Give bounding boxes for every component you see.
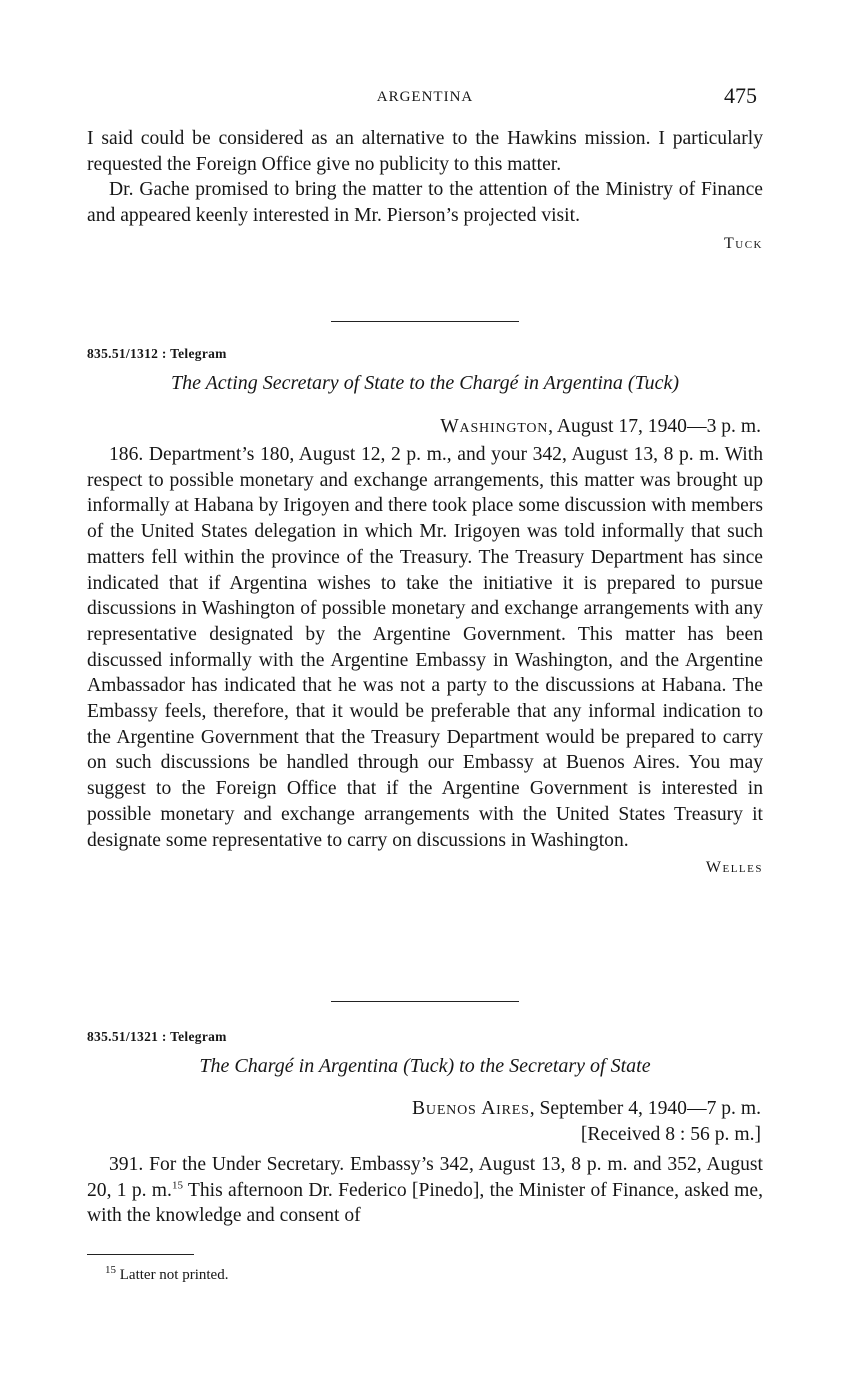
telegram-body-part-2: This afternoon Dr. Federico [Pinedo], the Minister of Finance, asked me, with the knowledge and consent of [87,1179,763,1227]
footnote-mark: 15 [105,1264,116,1276]
page-header [87,83,763,113]
file-reference: 835.51/1312 : Telegram [87,346,227,361]
footnote-reference[interactable]: 15 [171,1179,183,1192]
footnote-divider [87,1254,194,1255]
running-head: ARGENTINA [376,89,474,105]
telegram-body [87,1152,763,1229]
received-note: [Received 8 : 56 p. m.] [580,1124,761,1145]
dateline [87,414,763,440]
footnote-text: Latter not printed. [119,1267,229,1283]
dateline [87,1096,763,1122]
signature-tuck: Tuck [724,234,763,252]
continuation-section [87,126,763,256]
dateline-date: , August 17, 1940—3 p. m. [548,416,761,437]
continuation-paragraph-1: I said could be considered as an alternative to the Hawkins mission. I particularly requested the Foreign Office give no publicity to this matter. [87,128,763,175]
document-title: The Acting Secretary of State to the Chargé in Argentina (Tuck) [170,372,680,394]
document-title: The Chargé in Argentina (Tuck) to the Secretary of State [199,1055,651,1077]
continuation-paragraph-2: Dr. Gache promised to bring the matter to the attention of the Ministry of Finance and appeared keenly interested in Mr. Pierson’s projected visit. [87,179,763,227]
dateline-place: Buenos Aires [412,1098,530,1119]
telegram-body-part-1: 391. For the Under Secretary. Embassy’s 342, August 13, 8 p. m. and 352, August 20, 1 p. m. [87,1154,763,1201]
file-reference: 835.51/1321 : Telegram [87,1029,227,1044]
section-divider [331,321,519,322]
footnote [105,1264,229,1284]
section-divider [331,1001,519,1002]
dateline-date: , September 4, 1940—7 p. m. [529,1098,761,1119]
telegram-body: 186. Department’s 180, August 12, 2 p. m., and your 342, August 13, 8 p. m. With respect to possible monetary and exchange arrangements, this matter was brought up informally at Habana by Irigoyen and there took place some discussion with members of the United States delegation in which Mr. Irigoyen was told informally that such matters fell within the province of the Treasury. The Treasury Department has since indicated that if Argentina wishes to take the initiative it is prepared to pursue discussions in Washington of possible monetary and exchange arrangements with any representative designated by the Argentine Government. This matter has been discussed informally with the Argentine Embassy in Washington, and the Argentine Ambassador has indicated that he was not a party to the discussions at Habana. The Embassy feels, therefore, that it would be preferable that any informal indication to the Argentine Government that the Treasury Department would be prepared to carry on such discussions be handled through our Embassy at Buenos Aires. You may suggest to the Foreign Office that if the Argentine Government is interested in possible monetary and exchange arrangements with the United States Treasury it designate some representative to carry on discussions in Washington. [87,444,763,851]
dateline-place: Washington [440,416,549,437]
signature-welles: Welles [705,859,763,877]
page-number: 475 [724,83,757,108]
document-telegram-1321 [87,1028,763,1229]
document-telegram-1312 [87,345,763,880]
